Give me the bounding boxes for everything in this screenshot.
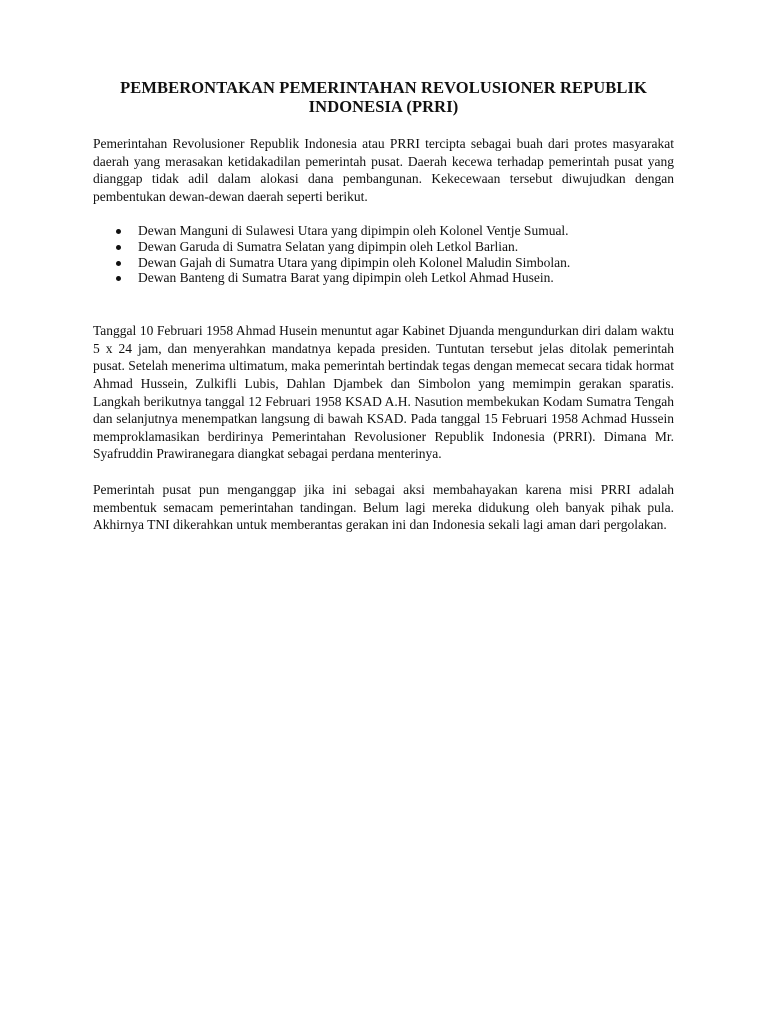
title-line-1: PEMBERONTAKAN PEMERINTAHAN REVOLUSIONER REPUBLIK	[120, 78, 647, 97]
title-line-2: INDONESIA (PRRI)	[308, 97, 459, 116]
list-item-text: Dewan Gajah di Sumatra Utara yang dipimpin oleh Kolonel Maludin Simbolan.	[138, 254, 571, 270]
bullet-icon	[116, 261, 121, 266]
bullet-list	[93, 223, 674, 286]
list-item-text: Dewan Garuda di Sumatra Selatan yang dipimpin oleh Letkol Barlian.	[138, 239, 519, 255]
document-content	[93, 78, 674, 534]
bullet-icon	[116, 229, 121, 234]
list-item	[93, 223, 674, 239]
bullet-icon	[116, 276, 121, 281]
list-item	[93, 270, 674, 286]
document-title	[93, 78, 674, 116]
paragraph-intro: Pemerintahan Revolusioner Republik Indonesia atau PRRI tercipta sebagai buah dari protes masyarakat daerah yang merasakan ketidakadilan pemerintah pusat. Daerah kecewa terhadap pemerintah pusat yang dianggap tidak adil dalam alokasi dana pembangunan. Kekecewaan tersebut diwujudkan dengan pembentukan dewan-dewan daerah seperti berikut.	[93, 136, 674, 204]
paragraph-conclusion: Pemerintah pusat pun menganggap jika ini sebagai aksi membahayakan karena misi PRRI adalah membentuk semacam pemerintahan tandingan. Belum lagi mereka didukung oleh banyak pihak pula. Akhirnya TNI dikerahkan untuk memberantas gerakan ini dan Indonesia sekali lagi aman dari pergolakan.	[93, 481, 674, 533]
paragraph-events: Tanggal 10 Februari 1958 Ahmad Husein menuntut agar Kabinet Djuanda mengundurkan diri dalam waktu 5 x 24 jam, dan menyerahkan mandatnya kepada presiden. Tuntutan tersebut jelas ditolak pemerintah pusat. Setelah menerima ultimatum, maka pemerintah bertindak tegas dengan memecat secara tidak hormat Ahmad Hussein, Zulkifli Lubis, Dahlan Djambek dan Simbolon yang memimpin gerakan sparatis. Langkah berikutnya tanggal 12 Februari 1958 KSAD A.H. Nasution membekukan Kodam Sumatra Tengah dan selanjutnya menempatkan langsung di bawah KSAD. Pada tanggal 15 Februari 1958 Achmad Hussein memproklamasikan berdirinya Pemerintahan Revolusioner Republik Indonesia (PRRI). Dimana Mr. Syafruddin Prawiranegara diangkat sebagai perdana menterinya.	[93, 323, 674, 462]
list-item	[93, 255, 674, 271]
list-item-text: Dewan Manguni di Sulawesi Utara yang dipimpin oleh Kolonel Ventje Sumual.	[138, 223, 569, 239]
list-item	[93, 239, 674, 255]
list-item-text: Dewan Banteng di Sumatra Barat yang dipimpin oleh Letkol Ahmad Husein.	[138, 270, 554, 286]
bullet-icon	[116, 245, 121, 250]
